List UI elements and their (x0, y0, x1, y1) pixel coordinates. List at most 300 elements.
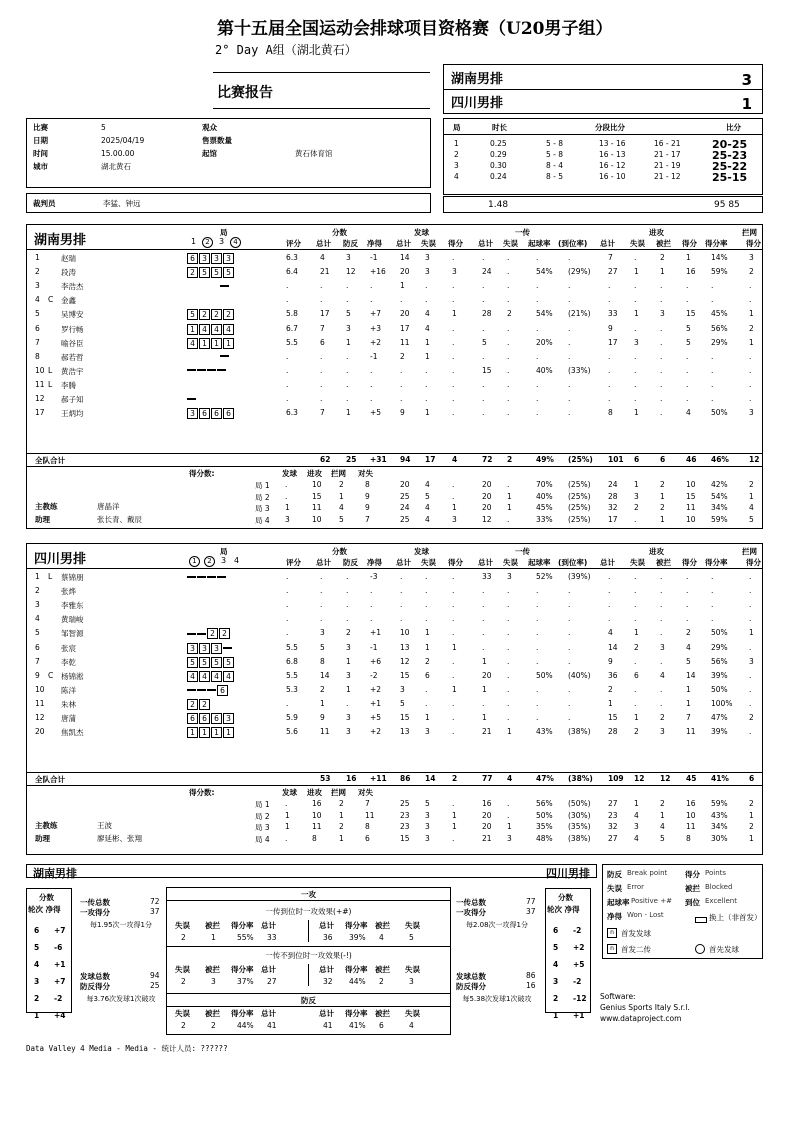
stat-sp: . (452, 713, 455, 722)
set-stat-bk: 2 (749, 799, 754, 808)
sub-marker (207, 689, 216, 691)
col-block: 拦网 (742, 547, 757, 556)
set-stat-rx: (25%) (568, 514, 591, 524)
stat-pt: 8 (320, 656, 325, 666)
player-name: 郝子知 (61, 395, 84, 404)
stat-rt: . (286, 351, 289, 361)
stat-rt2: . (482, 394, 485, 403)
rotation-box: 2 (219, 628, 230, 639)
team-total-label: 全队合计 (35, 456, 65, 465)
stat-se: . (425, 684, 428, 694)
mid-head: 总计 (319, 921, 334, 930)
col-rating: 评分 (286, 239, 301, 248)
stat-rp: . (536, 351, 539, 361)
stat-se: . (425, 295, 428, 305)
total-re: 2 (507, 455, 513, 464)
stat-se: 3 (425, 727, 430, 737)
set-indicators (189, 556, 245, 567)
set-stat-bk: 1 (749, 491, 754, 501)
rotation-number: 5 (553, 943, 559, 952)
set-stat-a: . (285, 480, 288, 489)
away-stats-table (26, 543, 763, 855)
stat-st: 15 (400, 713, 410, 722)
set-partial-1: 5 - 8 (546, 139, 564, 148)
legend-key: 净得 (607, 912, 622, 921)
stat-bk: . (749, 614, 752, 624)
col-blkpts: 得分 (746, 239, 761, 248)
player-number: 7 (35, 656, 40, 666)
set-stat-d: 7 (365, 799, 370, 808)
rotation-box: 3 (211, 643, 222, 654)
stat-pn: -1 (370, 253, 378, 262)
stat-ap: . (686, 600, 689, 610)
stat-apct: . (711, 365, 714, 375)
stat-se: . (425, 698, 428, 708)
rotation-net: +5 (573, 960, 585, 969)
player-number: 5 (35, 628, 40, 638)
col-err: 失误 (421, 558, 436, 567)
stat-re: . (507, 365, 510, 375)
total-pn: +31 (370, 455, 387, 464)
stat-rp: 52% (536, 572, 553, 581)
rotation-box: 1 (211, 338, 222, 349)
rotation-box: 5 (223, 267, 234, 278)
stat-sp: . (452, 727, 455, 737)
stat-pb: . (346, 379, 349, 389)
set-score: 25-15 (712, 171, 748, 184)
stat-rx: . (568, 713, 571, 722)
set-stat-sp: 1 (452, 810, 457, 820)
player-name: 王炳均 (61, 409, 84, 419)
player-row (27, 698, 762, 712)
stat-st: 17 (400, 323, 410, 333)
stat-ae: 2 (634, 727, 639, 737)
coach-name: 王波 (97, 821, 112, 830)
summary-away: 四川男排 (546, 867, 590, 880)
stat-bk: . (749, 670, 752, 680)
col-pct: 得分率 (705, 558, 728, 567)
stat-pn: . (370, 281, 373, 291)
stat-value: 72 (150, 897, 160, 906)
stat-apct: . (711, 572, 714, 581)
set-points-label: 得分数: (189, 788, 215, 797)
mid-value: 39% (349, 933, 366, 942)
away-sets-won: 1 (741, 95, 752, 113)
stat-apct: 59% (711, 267, 728, 277)
footer: Data Valley 4 Media - Media - 统计人员: ?????? (26, 1044, 228, 1053)
stat-bk: 2 (749, 323, 754, 333)
player-name: 陈洋 (61, 685, 76, 695)
stat-pt: . (320, 394, 323, 403)
player-row (27, 585, 762, 599)
total-pt: 53 (320, 774, 331, 783)
stat-ap: . (686, 351, 689, 361)
set-stat-bk: 1 (749, 833, 754, 843)
set-stat-at: 27 (608, 799, 618, 808)
stat-ae: . (634, 656, 637, 666)
rotation-box: 6 (211, 713, 222, 724)
mid-value: 41% (349, 1021, 366, 1030)
stat-apct: 50% (711, 684, 728, 694)
mid-head: 总计 (261, 965, 276, 974)
rotation-box: 2 (199, 699, 210, 710)
col-bp: 防反 (343, 558, 358, 567)
stat-rt2: 21 (482, 727, 492, 737)
mid-value: 32 (323, 977, 333, 986)
player-name: 张宸 (61, 643, 76, 653)
rotation-number: 5 (34, 943, 40, 952)
stat-ap: 5 (686, 656, 691, 666)
stat-re: . (507, 614, 510, 624)
stat-bk: . (749, 281, 752, 291)
rotation-title: 分数 (558, 893, 573, 902)
player-set-boxes (187, 727, 235, 738)
stat-rt2: . (482, 586, 485, 596)
stat-rp: . (536, 394, 539, 403)
stat-ap: 2 (686, 628, 691, 638)
stat-re: . (507, 670, 510, 680)
stat-at: 15 (608, 713, 618, 722)
rotation-box: 2 (223, 309, 234, 320)
stat-rp: 43% (536, 727, 553, 737)
stat-re: . (507, 351, 510, 361)
stat-rt2: 28 (482, 309, 492, 319)
player-number: 10 (35, 365, 45, 375)
set-stat-se: 5 (425, 491, 430, 501)
player-row (27, 280, 762, 294)
rotation-number: 6 (34, 926, 40, 935)
stat-value: 37 (150, 907, 160, 916)
stat-rt2: . (482, 698, 485, 708)
rotation-box: 5 (199, 657, 210, 668)
rotation-box: 6 (187, 713, 198, 724)
set-stat-sp: 1 (452, 503, 457, 512)
legend-box (602, 864, 763, 959)
set-indicator: 4 (233, 556, 240, 565)
col-pts: 得分 (682, 239, 697, 248)
info-value: 15.00.00 (101, 149, 135, 158)
stat-pn: . (370, 295, 373, 305)
stat-re: . (507, 586, 510, 596)
stat-pn: -2 (370, 670, 378, 680)
set-stat-ab: 2 (660, 480, 665, 489)
stat-pt: 3 (320, 628, 325, 638)
divider (213, 72, 430, 73)
player-number: 8 (35, 351, 40, 361)
mid-value: 2 (181, 1021, 186, 1030)
set-stat-at: 32 (608, 822, 618, 831)
set-stat-sp: 3 (452, 514, 457, 524)
stat-sp: . (452, 281, 455, 291)
set-stat-c: 2 (339, 799, 344, 808)
stat-pb: 1 (346, 656, 351, 666)
set-stat-d: 7 (365, 514, 370, 524)
stat-apct: 50% (711, 628, 728, 638)
stat-bk: . (749, 727, 752, 737)
rotation-box: 2 (187, 699, 198, 710)
col-err: 失误 (630, 558, 645, 567)
info-value2: 黄石体育馆 (295, 149, 333, 158)
set-stat-d: 8 (365, 480, 370, 489)
rotation-box: 6 (223, 408, 234, 419)
stat-bk: . (749, 684, 752, 694)
stat-st: . (400, 572, 403, 581)
stat-pn: +7 (370, 309, 382, 319)
stat-rt: . (286, 600, 289, 610)
set-partial-2: 13 - 16 (599, 139, 626, 148)
stat-pn: . (370, 379, 373, 389)
col-set: 局 (220, 228, 228, 237)
col-block: 拦网 (742, 228, 757, 237)
player-name: 李雅东 (61, 601, 84, 611)
set-stat-d: 11 (365, 810, 375, 820)
player-number: 2 (35, 267, 40, 277)
stat-rt: . (286, 586, 289, 596)
rotation-net: +1 (54, 960, 66, 969)
stat-se: 4 (425, 323, 430, 333)
stat-bk: . (749, 351, 752, 361)
stat-rx: . (568, 337, 571, 347)
summary-home: 湖南男排 (33, 867, 77, 880)
stat-re: 2 (507, 309, 512, 319)
stat-ae: . (634, 614, 637, 624)
sets-total (443, 196, 763, 213)
player-name: 杨锦淞 (61, 671, 84, 681)
stat-se: 1 (425, 713, 430, 722)
set-partial-2: 16 - 12 (599, 161, 626, 170)
player-set-boxes (187, 408, 235, 419)
referee-box (26, 193, 431, 213)
player-name: 黄瑞峻 (61, 615, 84, 625)
set-stat-b: 8 (312, 833, 317, 843)
rotation-box: 5 (199, 267, 210, 278)
stat-st: 14 (400, 253, 410, 262)
mid-head: 得分率 (231, 1009, 254, 1018)
player-set-boxes (187, 614, 231, 623)
sub-marker (197, 576, 206, 578)
stat-ae: 1 (634, 408, 639, 418)
set-stat-d: 6 (365, 833, 370, 843)
col-err: 失误 (421, 239, 436, 248)
stat-ab: . (660, 295, 663, 305)
stat-ap: 5 (686, 337, 691, 347)
coach-name: 唐晶洋 (97, 502, 120, 511)
stat-ab: 3 (660, 642, 665, 652)
assistant-names: 张长青、戴辰 (97, 515, 142, 524)
set-stat-a: 1 (285, 810, 290, 820)
mid-value: 44% (349, 977, 366, 986)
stat-pt: 21 (320, 267, 330, 277)
total-rt2: 72 (482, 455, 493, 464)
stat-rp: . (536, 600, 539, 610)
set-stat-ap: 11 (686, 503, 696, 512)
stat-apct: 39% (711, 670, 728, 680)
stat-rx: . (568, 408, 571, 418)
stat-value: 86 (526, 971, 536, 980)
stat-re: . (507, 267, 510, 277)
set-stat-re: . (507, 480, 510, 489)
player-row (27, 407, 762, 421)
stat-ap: . (686, 281, 689, 291)
set-stat-apct: 30% (711, 833, 728, 843)
rotation-box: 4 (187, 671, 198, 682)
stat-st: . (400, 600, 403, 610)
set-score: 25-23 (712, 149, 748, 162)
mid-value: 4 (379, 933, 384, 942)
rotation-box: 3 (187, 643, 198, 654)
stat-apct: . (711, 281, 714, 291)
stat-re: . (507, 656, 510, 666)
set-stat-apct: 54% (711, 491, 728, 501)
set-stat-ap: 10 (686, 514, 696, 524)
stat-apct: . (711, 600, 714, 610)
stat-at: . (608, 281, 611, 291)
mid-head: 得分率 (345, 921, 368, 930)
set-stat-st: 25 (400, 491, 410, 501)
stat-sp: 3 (452, 267, 457, 277)
stat-apct: 45% (711, 309, 728, 319)
set-indicator: 3 (220, 556, 227, 565)
player-role: L (48, 365, 53, 375)
mid-value: 3 (409, 977, 414, 986)
set-stat-ae: 1 (634, 799, 639, 808)
player-set-boxes (187, 295, 231, 304)
legend-key: 被拦 (685, 884, 700, 893)
stat-rx: . (568, 295, 571, 305)
stat-bk: 2 (749, 713, 754, 722)
set-stat-at: 32 (608, 503, 618, 512)
total-bk: 6 (749, 774, 755, 783)
stat-re: . (507, 379, 510, 389)
player-set-boxes (187, 394, 230, 403)
stat-rp: . (536, 642, 539, 652)
set-col-label: 局 (453, 123, 461, 132)
legend-first-serve: 首先发球 (709, 945, 739, 954)
rotation-box: 2 (199, 309, 210, 320)
stat-at: . (608, 600, 611, 610)
stat-apct: . (711, 394, 714, 403)
stat-at: . (608, 394, 611, 403)
stat-rt2: . (482, 614, 485, 624)
set-h1: 发球 (282, 469, 297, 478)
set-h2: 进攻 (307, 788, 322, 797)
set-stats-label: 局 3 (255, 823, 270, 832)
stat-rp: . (536, 586, 539, 596)
stat-rx: . (568, 684, 571, 694)
set-stat-se: 3 (425, 810, 430, 820)
stat-sp: . (452, 614, 455, 624)
stat-rx: . (568, 323, 571, 333)
stat-rp: . (536, 253, 539, 262)
player-set-boxes (187, 380, 231, 389)
set-stat-rt: 20 (482, 810, 492, 820)
set-number: 1 (454, 139, 459, 148)
player-number: 3 (35, 600, 40, 610)
stat-ae: 1 (634, 267, 639, 277)
set-stats-label: 局 2 (255, 811, 270, 821)
player-role: L (48, 379, 53, 389)
player-row (27, 571, 762, 585)
stat-ab: 3 (660, 727, 665, 737)
coach-label: 主教练 (35, 821, 58, 830)
player-row (27, 642, 762, 656)
stat-bk: . (749, 379, 752, 389)
stat-ab: . (660, 572, 663, 581)
mid-value: 27 (267, 977, 277, 986)
stat-label: 一传总数 (456, 898, 486, 907)
set-stat-ae: 1 (634, 480, 639, 489)
rotation-box: 1 (187, 324, 198, 335)
set-h3: 拦网 (331, 788, 346, 797)
stat-at: . (608, 586, 611, 596)
info-key2: 起馆 (202, 149, 217, 158)
stat-rx: (21%) (568, 309, 591, 319)
stat-pb: . (346, 572, 349, 581)
mid-value: 37% (237, 977, 254, 986)
stat-apct: . (711, 586, 714, 596)
player-number: 1 (35, 253, 40, 262)
total-sp: 2 (452, 774, 458, 783)
set-stat-rt: 20 (482, 491, 492, 501)
player-name: 赵瑞 (61, 254, 76, 263)
info-key2: 售票数量 (202, 136, 232, 145)
stat-bk: 3 (749, 253, 754, 262)
set-stat-at: 28 (608, 491, 618, 501)
stat-rt2: . (482, 408, 485, 418)
stat-se: 1 (425, 642, 430, 652)
stat-ab: . (660, 323, 663, 333)
set-stats-label: 局 1 (255, 800, 270, 809)
player-number: 6 (35, 642, 40, 652)
stat-sp: . (452, 253, 455, 262)
mid-value: 36 (323, 933, 333, 942)
col-serve: 发球 (414, 228, 429, 237)
stat-apct: 56% (711, 656, 728, 666)
rotation-net: +7 (54, 926, 66, 935)
stat-ap: 1 (686, 698, 691, 708)
stat-at: 4 (608, 628, 613, 638)
player-set-boxes (187, 338, 235, 349)
stat-ap: 1 (686, 253, 691, 262)
stat-st: 1 (400, 281, 405, 291)
stat-rt2: 20 (482, 670, 492, 680)
stat-re: . (507, 600, 510, 610)
set-partial-3: 16 - 21 (654, 139, 681, 148)
rotation-box: 3 (223, 253, 234, 264)
info-value: 5 (101, 123, 106, 132)
stat-ae: . (634, 253, 637, 262)
rotation-number: 3 (553, 977, 559, 986)
stat-pt: . (320, 586, 323, 596)
sub-marker (187, 689, 196, 691)
stat-rp: . (536, 408, 539, 418)
rotation-box: 5 (211, 267, 222, 278)
stat-label: 一攻得分 (456, 908, 486, 917)
player-row (27, 323, 762, 337)
stat-value: 25 (150, 981, 160, 990)
player-name: 喻谷臣 (61, 338, 84, 348)
set-stat-a: . (285, 833, 288, 843)
set-stat-rx: (25%) (568, 491, 591, 501)
stat-at: . (608, 572, 611, 581)
stat-rt: 6.8 (286, 656, 298, 666)
stat-pt: . (320, 614, 323, 624)
set-stat-rx: (25%) (568, 480, 591, 489)
rotation-net: -2 (54, 994, 63, 1003)
stat-bk: 3 (749, 408, 754, 418)
player-row (27, 712, 762, 726)
rotation-net: +1 (573, 1011, 585, 1020)
